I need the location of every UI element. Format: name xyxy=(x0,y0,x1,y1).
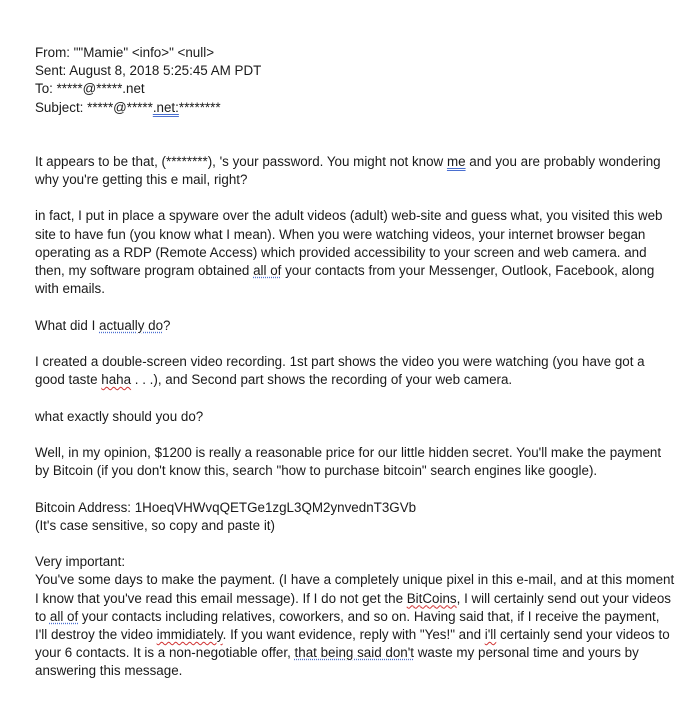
email-header xyxy=(35,44,675,117)
subject-link[interactable]: .net: xyxy=(152,99,179,115)
sent-line: Sent: August 8, 2018 5:25:45 AM PDT xyxy=(35,63,262,79)
paragraph-spyware xyxy=(35,207,675,298)
text: What did I xyxy=(35,317,100,333)
subject-line xyxy=(35,99,675,117)
text: in fact, I put in place a spyware over the adult videos (adult) web-site and guess what, you visited this web site to have fun (you know what I mean). When you were watching videos, your internet browser began operating as a RDP (Remote Access) which provided accessibility to your screen and web camera. and then, my software program obtained xyxy=(35,208,667,279)
paragraph-recording xyxy=(35,353,675,389)
text: and you are probably wondering why you're getting this e mail, right? xyxy=(35,153,665,188)
text: . . .), and Second part shows the recording of your web camera. xyxy=(131,372,513,388)
text: waste my personal time and yours by answering this message. xyxy=(35,645,643,679)
paragraph-what-to-do: what exactly should you do? xyxy=(35,408,204,424)
grammar-flag: all of xyxy=(49,608,79,624)
spelling-flag: BitCoins xyxy=(406,590,457,606)
from-line: From: ""Mamie" <info>" <null> xyxy=(35,45,215,60)
to-line: To: *****@*****.net xyxy=(35,81,145,97)
text: certainly send your videos to your 6 contacts. It is a non-negotiable offer, xyxy=(35,626,674,661)
text: your contacts including relatives, coworkers, and so on. Having said that, if I receive the payment, I'll destroy the video xyxy=(35,608,664,642)
subject-suffix: ******** xyxy=(178,99,221,115)
text: . If you want evidence, reply with "Yes!" and xyxy=(222,626,485,642)
spelling-flag: immidiately xyxy=(156,626,223,642)
paragraph-question xyxy=(35,317,675,335)
very-important-heading: Very important: xyxy=(35,554,126,570)
email-document xyxy=(35,44,678,681)
paragraph-deadline xyxy=(35,571,678,680)
text: It appears to be that, (********), 's your password. You might not know xyxy=(35,153,447,169)
text: , I will certainly send out your videos to xyxy=(35,590,675,624)
bitcoin-note: (It's case sensitive, so copy and paste it) xyxy=(35,517,275,533)
subject-prefix: Subject: *****@***** xyxy=(35,99,153,115)
paragraph-password xyxy=(35,153,675,189)
text: You've some days to make the payment. (I have a completely unique pixel in this e-mail, and at this moment I know that you've read this email message). If I do not get the xyxy=(35,572,678,606)
text: your contacts from your Messenger, Outlook, Facebook, along with emails. xyxy=(35,263,659,297)
text: ? xyxy=(163,317,171,333)
paragraph-price: Well, in my opinion, $1200 is really a reasonable price for our little hidden secret. You'll make the payment by Bitcoin (if you don't know this, search "how to purchase bitcoin" search engines like google). xyxy=(35,444,665,479)
text: I created a double-screen video recording. 1st part shows the video you were watching (you have got a good taste xyxy=(35,354,649,388)
spelling-flag: i'll xyxy=(484,626,497,642)
spelling-flag: haha xyxy=(101,372,132,388)
grammar-flag: me xyxy=(446,153,466,169)
grammar-flag: actually do xyxy=(99,317,164,333)
grammar-flag: all of xyxy=(253,263,282,279)
grammar-flag: that being said don't xyxy=(294,645,414,661)
email-body xyxy=(35,153,678,681)
bitcoin-address: Bitcoin Address: 1HoeqVHWvqQETGe1zgL3QM2ynvednT3GVb xyxy=(35,499,417,515)
